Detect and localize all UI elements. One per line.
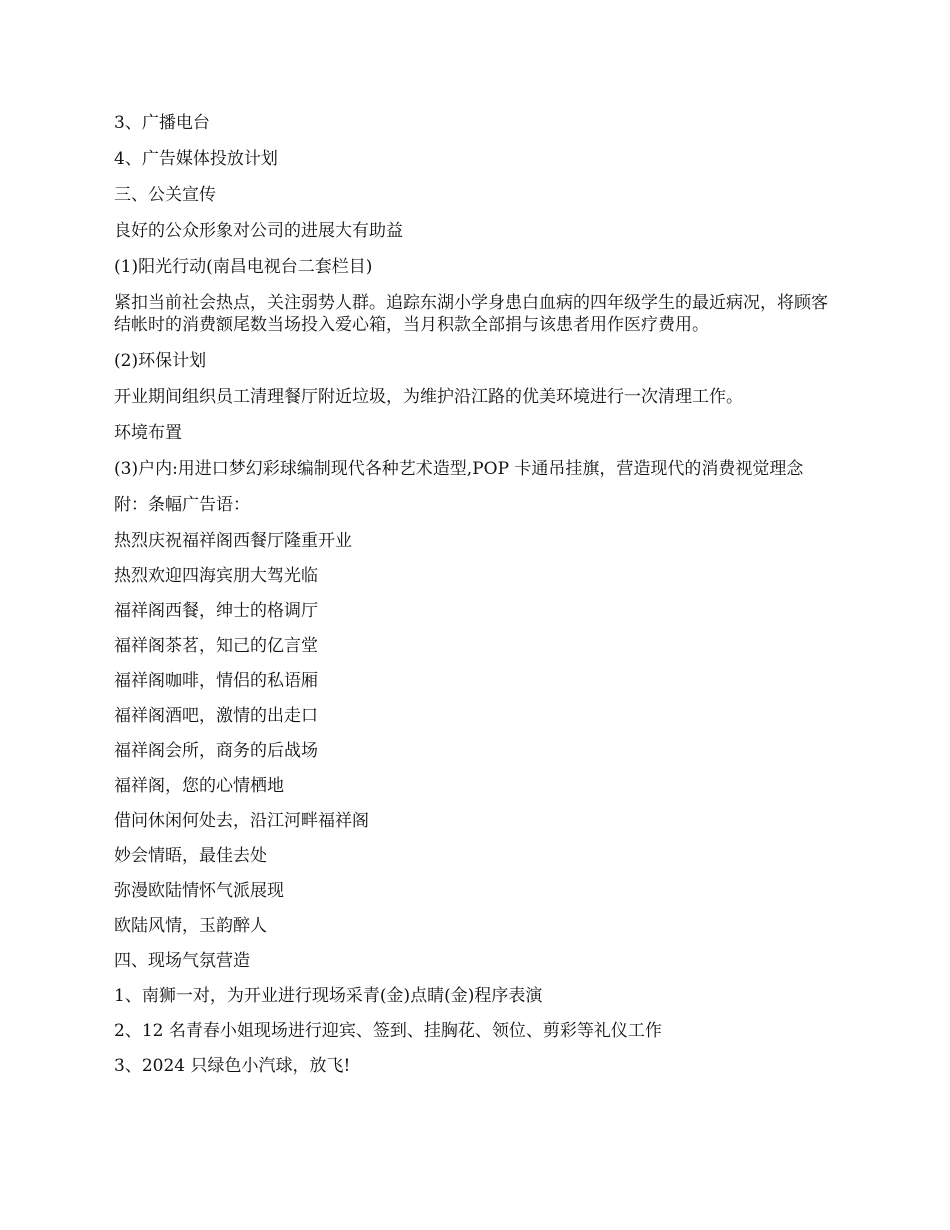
list-item-hostesses: 2、12 名青春小姐现场进行迎宾、签到、挂胸花、领位、剪彩等礼仪工作 bbox=[114, 1021, 662, 1041]
slogan-item: 福祥阁咖啡，情侣的私语厢 bbox=[114, 671, 318, 691]
slogan-item: 借问休闲何处去，沿江河畔福祥阁 bbox=[114, 811, 369, 831]
subheading-environmental-plan: (2)环保计划 bbox=[114, 351, 207, 371]
slogan-item: 福祥阁茶茗，知己的亿言堂 bbox=[114, 636, 318, 656]
subheading-sunshine-action: (1)阳光行动(南昌电视台二套栏目) bbox=[114, 257, 373, 277]
slogan-item: 妙会情晤，最佳去处 bbox=[114, 846, 267, 866]
slogan-item: 欧陆风情，玉韵醉人 bbox=[114, 916, 267, 936]
section-heading-atmosphere: 四、现场气氛营造 bbox=[114, 951, 250, 971]
paragraph-indoor-decoration: (3)户内:用进口梦幻彩球编制现代各种艺术造型,POP 卡通吊挂旗，营造现代的消费视觉理念 bbox=[114, 459, 804, 479]
slogan-item: 福祥阁，您的心情栖地 bbox=[114, 776, 284, 796]
list-item-media-plan: 4、广告媒体投放计划 bbox=[114, 149, 278, 169]
paragraph-charity: 紧扣当前社会热点，关注弱势人群。追踪东湖小学身患白血病的四年级学生的最近病况，将顾客结帐时的消费额尾数当场投入爱心箱，当月积款全部捐与该患者用作医疗费用。 bbox=[114, 293, 828, 335]
list-item-lion-dance: 1、南狮一对，为开业进行现场采青(金)点睛(金)程序表演 bbox=[114, 986, 543, 1006]
heading-environment-layout: 环境布置 bbox=[114, 423, 182, 443]
slogan-item: 福祥阁酒吧，激情的出走口 bbox=[114, 706, 318, 726]
section-heading-pr: 三、公关宣传 bbox=[114, 185, 216, 205]
paragraph-cleanup: 开业期间组织员工清理餐厅附近垃圾，为维护沿江路的优美环境进行一次清理工作。 bbox=[114, 387, 743, 407]
list-item-radio: 3、广播电台 bbox=[114, 113, 210, 133]
banner-slogans-heading: 附：条幅广告语： bbox=[114, 495, 250, 515]
list-item-balloons: 3、2024 只绿色小汽球，放飞! bbox=[114, 1056, 351, 1076]
document-body bbox=[114, 112, 836, 1090]
slogan-item: 福祥阁会所，商务的后战场 bbox=[114, 741, 318, 761]
slogan-item: 热烈欢迎四海宾朋大驾光临 bbox=[114, 566, 318, 586]
slogan-item: 弥漫欧陆情怀气派展现 bbox=[114, 881, 284, 901]
slogan-item: 福祥阁西餐，绅士的格调厅 bbox=[114, 601, 318, 621]
slogan-item: 热烈庆祝福祥阁西餐厅隆重开业 bbox=[114, 531, 352, 551]
paragraph-public-image: 良好的公众形象对公司的进展大有助益 bbox=[114, 221, 403, 241]
